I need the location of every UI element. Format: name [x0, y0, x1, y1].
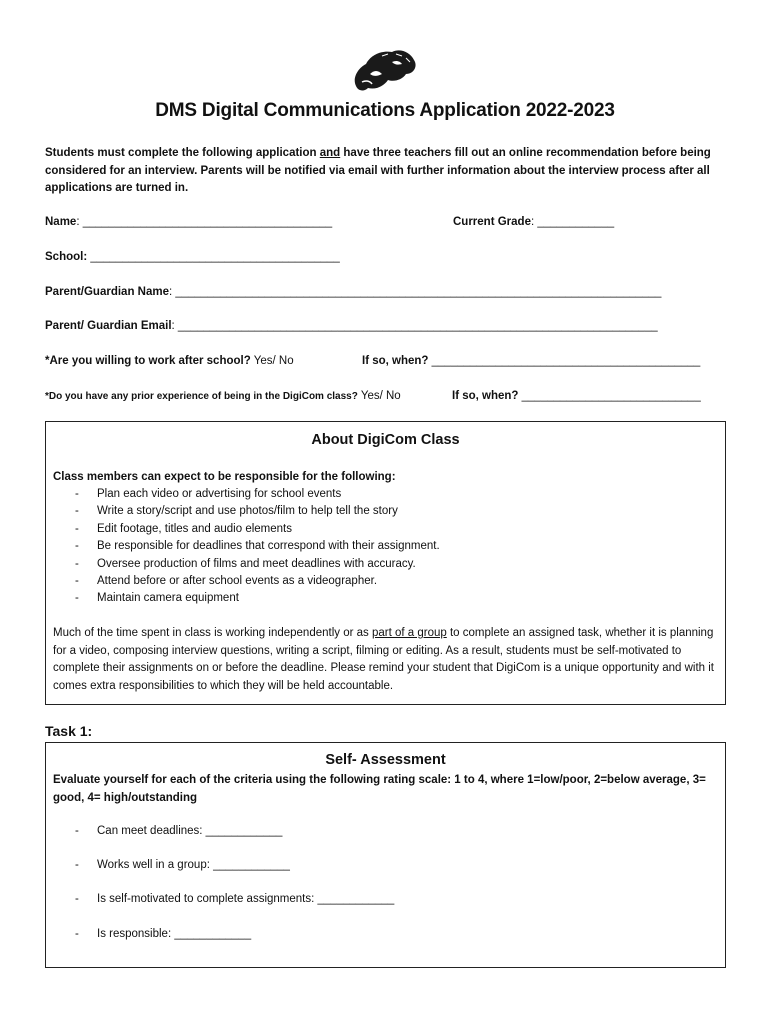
- rating-instructions: Evaluate yourself for each of the criteria using the following rating scale: 1 to 4, where 1=low/poor, 2=below average, 3= good, 4= high/outstanding: [53, 774, 706, 804]
- school-field[interactable]: School: _______________________________________: [45, 251, 340, 263]
- task-label: Task 1:: [45, 723, 93, 739]
- list-item: - Plan each video or advertising for school events: [75, 488, 342, 500]
- page-title: DMS Digital Communications Application 2022-2023: [155, 100, 615, 121]
- name-field[interactable]: Name: _______________________________________: [45, 216, 333, 228]
- about-paragraph: Much of the time spent in class is working independently or as part of a group to complete an assigned task, whether it is planning for a video, composing interview questions, writing a script, filming or editing. As a result, students must be self-motivated to complete their assignments on or before the deadline. Please remind your student that DigiCom is a unique opportunity and with it comes extra responsibilities to which they will be held accountable.: [53, 627, 714, 692]
- current-grade-field[interactable]: Current Grade: ____________: [453, 216, 615, 228]
- experience-question[interactable]: *Do you have any prior experience of being in the DigiCom class? Yes/ No: [45, 390, 401, 402]
- mascot-logo-icon: [348, 44, 420, 94]
- intro-text: Students must complete the following application and have three teachers fill out an online recommendation before being considered for an interview. Parents will be notified via email with further information about the interview process after all applications are turned in.: [45, 147, 711, 194]
- list-item: - Maintain camera equipment: [75, 592, 239, 605]
- self-assessment-box: Self- Assessment Evaluate yourself for each of the criteria using the following rating scale: 1 to 4, where 1=low/poor, 2=below average, 3= good, 4= high/outstanding - Can meet deadlines: ____________ - Works well in a group: ____________ - Is self-motivated to complete assignments: ____________ - Is responsible: ____________: [45, 742, 726, 968]
- self-assessment-heading: Self- Assessment: [325, 752, 446, 768]
- after-school-question[interactable]: *Are you willing to work after school? Yes/ No: [45, 355, 294, 367]
- parent-guardian-name-field[interactable]: Parent/Guardian Name: ____________________________________________________________________________: [45, 286, 662, 298]
- list-item: - Write a story/script and use photos/film to help tell the story: [75, 505, 398, 518]
- list-item: - Attend before or after school events as a videographer.: [75, 575, 378, 588]
- after-school-when-field[interactable]: If so, when? __________________________________________: [362, 355, 701, 367]
- list-item: - Be responsible for deadlines that correspond with their assignment.: [75, 540, 440, 553]
- about-digicom-box: [45, 421, 726, 705]
- responsibilities-list: [53, 486, 440, 608]
- about-subheading: Class members can expect to be responsible for the following:: [53, 471, 396, 483]
- parent-guardian-email-field[interactable]: Parent/ Guardian Email: ___________________________________________________________________________: [45, 320, 658, 332]
- list-item: - Oversee production of films and meet deadlines with accuracy.: [75, 557, 416, 570]
- experience-when-field[interactable]: If so, when? ____________________________: [452, 390, 701, 402]
- list-item: - Edit footage, titles and audio elements: [75, 522, 292, 535]
- about-heading: About DigiCom Class: [311, 432, 460, 448]
